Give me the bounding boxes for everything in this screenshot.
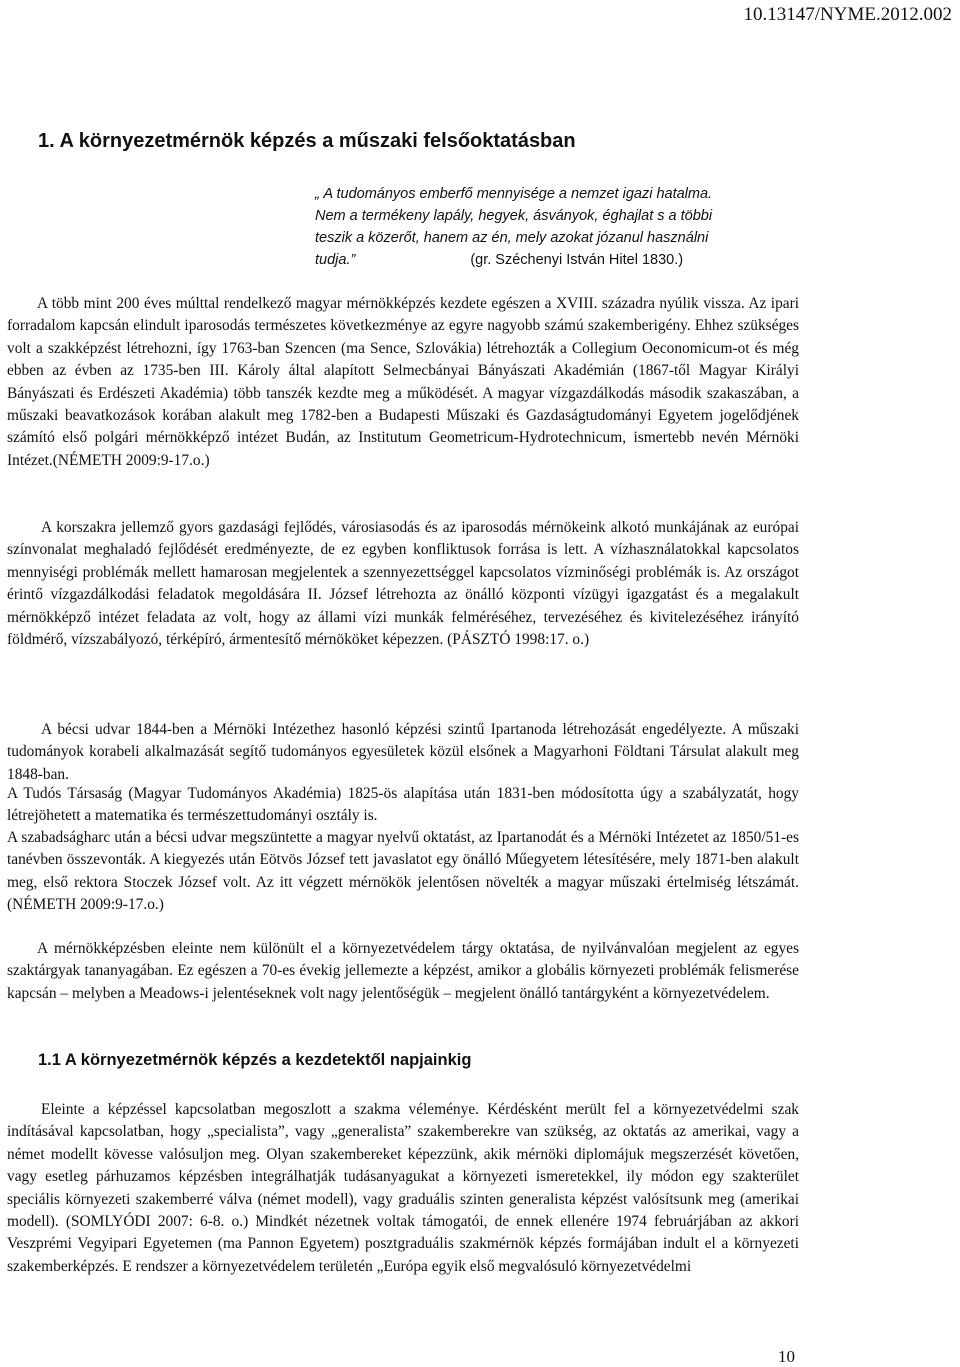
- doi-header: 10.13147/NYME.2012.002: [743, 4, 952, 25]
- page-number: 10: [778, 1347, 795, 1366]
- paragraph-environment: A mérnökképzésben eleinte nem különült el a környezetvédelem tárgy oktatása, de nyilvánvalóan megjelent az egyes szaktárgyak tananyagában. Ez egészen a 70-es évekig jellemezte a képzést, amikor a globális környezeti problémák felismerése kapcsán – melyben a Meadows-i jelentéseknek volt nagy jelentőségük – megjelent önálló tantárgyként a környezetvédelem.: [7, 940, 799, 1002]
- motto-source: (gr. Széchenyi István Hitel 1830.): [470, 252, 684, 268]
- paragraph-history: A több mint 200 éves múlttal rendelkező magyar mérnökképzés kezdete egészen a XVIII. századra nyúlik vissza. Az ipari forradalom kapcsán elindult iparosodás természetes következménye az egyre nagyobb számú szakemberigény. Ehhez szükséges volt a szakképzést létrehozni, így 1763-ban Szencen (ma Sence, Szlovákia) létrehozták a Collegium Oeconomicum-ot és még ebben az évben az 1735-ben III. Károly által alapított Selmecbányai Bányászati Akadémián (1867-től Magyar Királyi Bányászati és Erdészeti Akadémia) több tanszék kezdte meg a működését. A magyar vízgazdálkodás második szakaszában, a műszaki beavatkozások korában alakult meg 1782-ben a Budapesti Műszaki és Gazdaságtudományi Egyetem jogelődjének számító első polgári mérnökképző intézet Budán, az Institutum Geometricum-Hydrotechnicum, ismertebb nevén Mérnöki Intézet.(NÉMETH 2009:9-17.o.): [7, 295, 799, 469]
- paragraph-ipartanoda: A bécsi udvar 1844-ben a Mérnöki Intézethez hasonló képzési szintű Ipartanoda létrehozását engedélyezte. A műszaki tudományok korabeli alkalmazását segítő tudományos egyesületek közül elsőnek a Magyarhoni Földtani Társulat alakult meg 1848-ban.: [7, 721, 799, 783]
- paragraph-era: A korszakra jellemző gyors gazdasági fejlődés, városiasodás és az iparosodás mérnökeink alkotó munkájának az európai színvonalat meghaladó fejlődését eredményezte, de ez egyben konfliktusok forrása is lett. A vízhasználatokkal kapcsolatos mennyiségi problémák mellett hamarosan megjelentek a szennyezettséggel kapcsolatos vízminőségi problémák is. Az országot érintő vízgazdálkodási feladatok megoldására II. József létrehozta az önálló központi vízügyi igazgatást és a megalakult mérnökképző intézet feladata az volt, hogy az állami vízi munkák felméréséhez, tervezéséhez és kivitelezéséhez irányító földmérő, vízszabályozó, térképíró, ármentesítő mérnököket képezzen. (PÁSZTÓ 1998:17. o.): [7, 519, 799, 649]
- motto-line: teszik a közerőt, hanem az én, mely azokat józanul használni: [315, 230, 709, 246]
- section-title: 1.1 A környezetmérnök képzés a kezdetektől napjainkig: [38, 1051, 472, 1069]
- motto-last-line: [315, 249, 825, 271]
- paragraph-academy: A Tudós Társaság (Magyar Tudományos Akadémia) 1825-ös alapítása után 1831-ben módosította úgy a szabályzatát, hogy létrejöhetett a matematika és természettudományi osztály is.: [7, 785, 799, 825]
- chapter-title: 1. A környezetmérnök képzés a műszaki felsőoktatásban: [38, 130, 576, 152]
- motto-quote: [315, 183, 825, 271]
- paragraph-muegyetem: A szabadságharc után a bécsi udvar megszüntette a magyar nyelvű oktatást, az Ipartanodát és a Mérnöki Intézetet az 1850/51-es tanévben összevonták. A kiegyezés után Eötvös József tett javaslatot egy önálló Műegyetem létesítésére, mely 1871-ben alakult meg, első rektora Stoczek József volt. Az itt végzett mérnökök jelentősen növelték a magyar műszaki értelmiség létszámát. (NÉMETH 2009:9-17.o.): [7, 829, 799, 914]
- motto-line: Nem a termékeny lapály, hegyek, ásványok, éghajlat s a többi: [315, 208, 713, 224]
- paragraph-training: Eleinte a képzéssel kapcsolatban megoszlott a szakma véleménye. Kérdésként merült fel a környezetvédelmi szak indításával kapcsolatban, hogy „specialista”, vagy „generalista” szakemberekre van szükség, az oktatás az amerikai, vagy a német modellt kövesse valósuljon meg. Olyan szakembereket képezzünk, akik mérnöki diplomájuk megszerzését követően, vagy esetleg párhuzamos képzésben integrálhatják tudásanyagukat a környezeti ismeretekkel, ily módon egy szakterület speciális környezeti szakemberré válva (német modell), vagy graduális szinten generalista képzést valósítsunk meg (amerikai modell). (SOMLYÓDI 2007: 6-8. o.) Mindkét nézetnek voltak támogatói, de ennek ellenére 1974 februárjában az akkori Veszprémi Vegyipari Egyetemen (ma Pannon Egyetem) posztgraduális szakmérnök képzés formájában indult el a környezeti szakemberképzés. E rendszer a környezetvédelem területén „Európa egyik első megvalósuló környezetvédelmi: [7, 1101, 799, 1275]
- motto-line: „ A tudományos emberfő mennyisége a nemzet igazi hatalma.: [315, 186, 713, 202]
- motto-line: tudja.”: [315, 252, 356, 268]
